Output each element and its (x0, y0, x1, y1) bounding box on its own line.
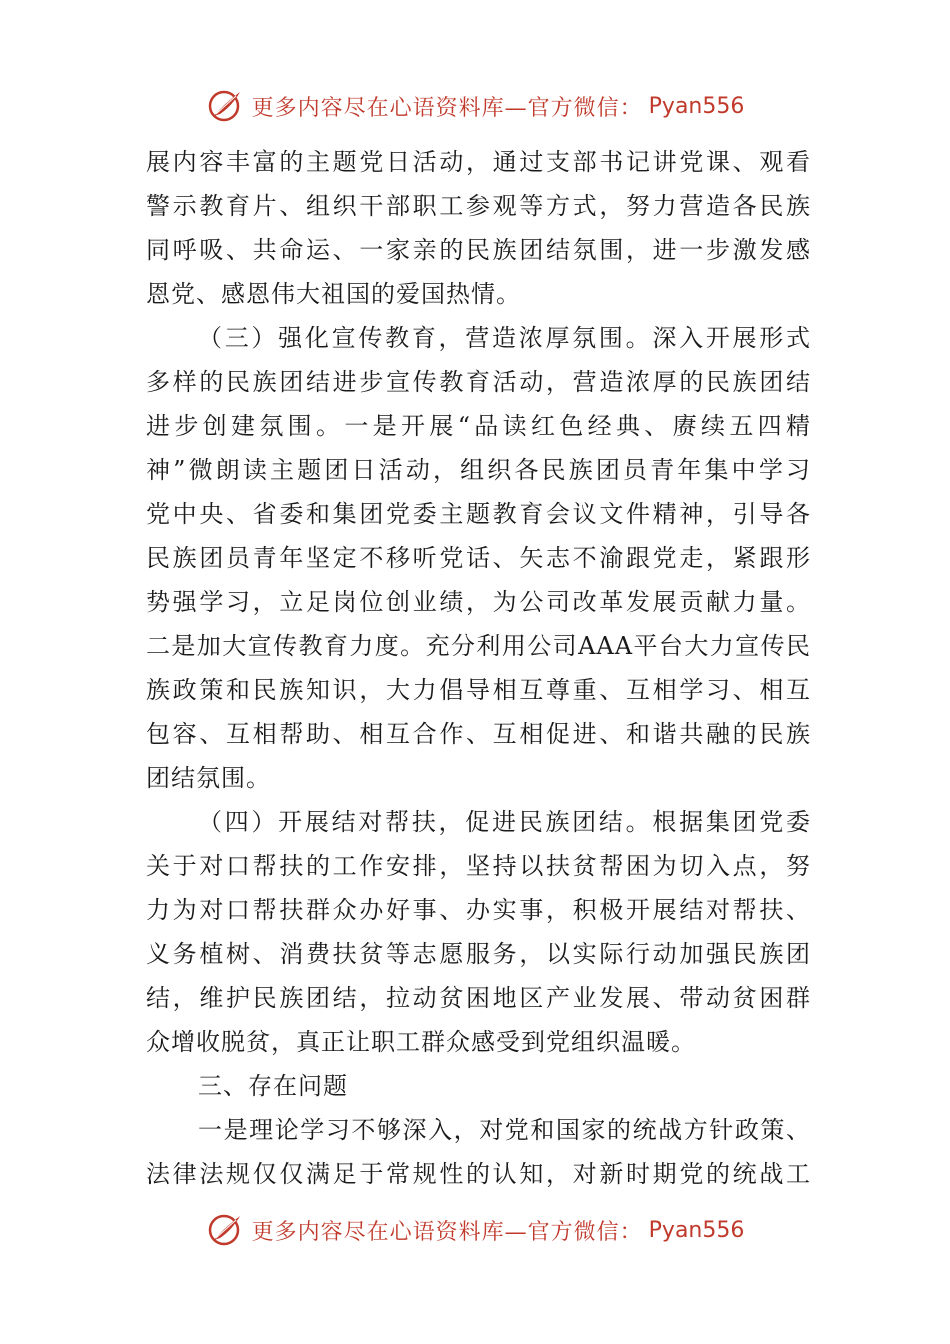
watermark-footer (0, 1208, 950, 1252)
text-line: 党中央、省委和集团党委主题教育会议文件精神，引导各 (146, 500, 811, 528)
text-line: 同呼吸、共命运、一家亲的民族团结氛围，进一步激发感 (146, 236, 811, 264)
text-line: 势强学习，立足岗位创业绩，为公司改革发展贡献力量。 (146, 588, 811, 616)
text-line: 关于对口帮扶的工作安排，坚持以扶贫帮困为切入点，努 (146, 852, 811, 880)
text-line: 恩党、感恩伟大祖国的爱国热情。 (146, 280, 521, 308)
text-line: 二是加大宣传教育力度。充分利用公司AAA平台大力宣传民 (146, 632, 811, 660)
text-line: 一是理论学习不够深入，对党和国家的统战方针政策、 (198, 1116, 811, 1144)
watermark-code: Pyan556 (648, 93, 745, 119)
watermark-header (0, 84, 950, 128)
feather-logo-icon (206, 1210, 246, 1250)
section-heading: 三、存在问题 (198, 1072, 348, 1100)
text-line: （三）强化宣传教育，营造浓厚氛围。深入开展形式 (198, 324, 811, 352)
text-line: 众增收脱贫，真正让职工群众感受到党组织温暖。 (146, 1028, 696, 1056)
feather-logo-icon (206, 86, 246, 126)
text-line: （四）开展结对帮扶，促进民族团结。根据集团党委 (198, 808, 811, 836)
text-line: 包容、互相帮助、相互合作、互相促进、和谐共融的民族 (146, 720, 811, 748)
text-line: 进步创建氛围。一是开展“品读红色经典、赓续五四精 (146, 412, 811, 440)
text-line: 族政策和民族知识，大力倡导相互尊重、互相学习、相互 (146, 676, 811, 704)
text-line: 民族团员青年坚定不移听党话、矢志不渝跟党走，紧跟形 (146, 544, 811, 572)
text-line: 展内容丰富的主题党日活动，通过支部书记讲党课、观看 (146, 148, 811, 176)
text-line: 神”微朗读主题团日活动，组织各民族团员青年集中学习 (146, 456, 811, 484)
text-line: 多样的民族团结进步宣传教育活动，营造浓厚的民族团结 (146, 368, 811, 396)
document-body (146, 140, 811, 1196)
text-line: 义务植树、消费扶贫等志愿服务，以实际行动加强民族团 (146, 940, 811, 968)
text-line: 警示教育片、组织干部职工参观等方式，努力营造各民族 (146, 192, 811, 220)
watermark-text: 更多内容尽在心语资料库—官方微信： (251, 1219, 643, 1245)
text-line: 团结氛围。 (146, 764, 271, 792)
text-line: 力为对口帮扶群众办好事、办实事，积极开展结对帮扶、 (146, 896, 811, 924)
text-line: 法律法规仅仅满足于常规性的认知，对新时期党的统战工 (146, 1160, 811, 1188)
watermark-text: 更多内容尽在心语资料库—官方微信： (251, 95, 643, 121)
text-line: 结，维护民族团结，拉动贫困地区产业发展、带动贫困群 (146, 984, 811, 1012)
watermark-code: Pyan556 (648, 1217, 745, 1243)
